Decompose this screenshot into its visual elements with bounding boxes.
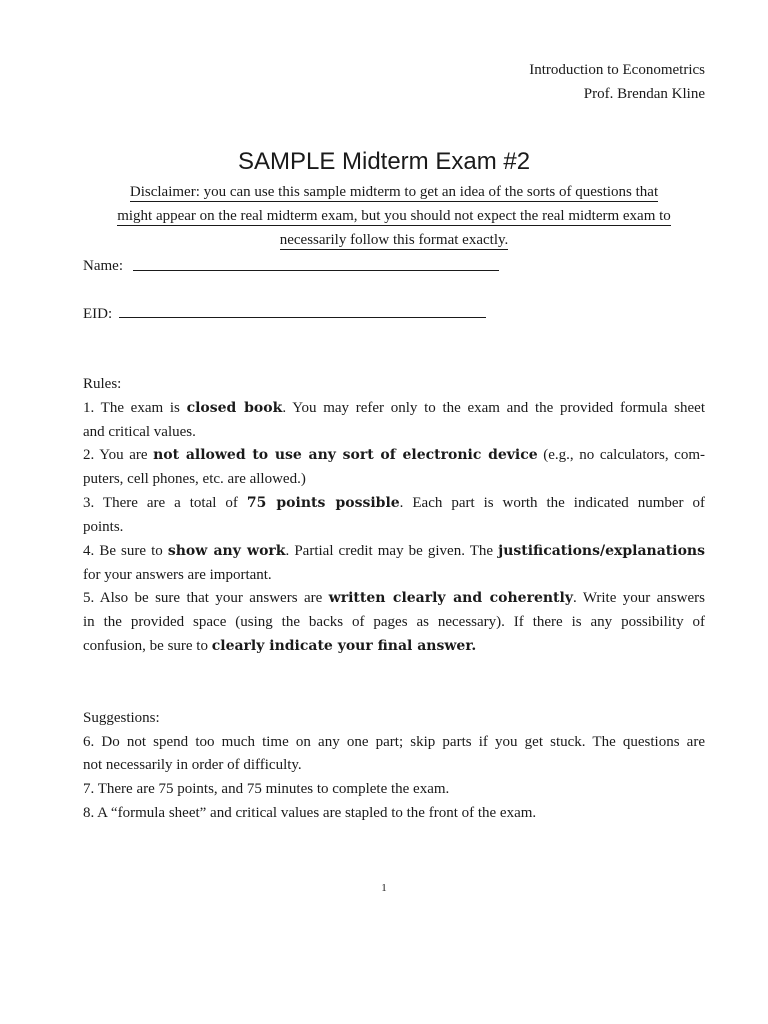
suggestion-7: 7. There are 75 points, and 75 minutes to complete the exam. xyxy=(83,781,450,797)
page-number: 1 xyxy=(381,882,387,894)
page-title: SAMPLE Midterm Exam #2 xyxy=(237,148,531,175)
rules-heading: Rules: xyxy=(83,376,122,392)
rule-3-line-1: 3. There are a total of 75 points possible. Each part is worth the indicated number of xyxy=(83,495,705,511)
disclaimer-line-3: necessarily follow this format exactly. xyxy=(279,232,509,248)
rule-3-emphasis: 75 points possible xyxy=(246,495,400,511)
rule-5-line-1: 5. Also be sure that your answers are written clearly and coherently. Write your answers xyxy=(83,590,705,606)
rule-4-emphasis-1: show any work xyxy=(167,543,286,559)
suggestions-heading: Suggestions: xyxy=(83,710,160,726)
suggestion-6-line-1: 6. Do not spend too much time on any one part; skip parts if you get stuck. The questions are xyxy=(83,734,705,750)
rule-4-line-1: 4. Be sure to show any work. Partial credit may be given. The justifications/explanations xyxy=(83,543,705,559)
disclaimer-line-1: Disclaimer: you can use this sample midterm to get an idea of the sorts of questions that xyxy=(129,184,659,200)
eid-field[interactable] xyxy=(119,317,486,318)
rule-5-line-3: confusion, be sure to clearly indicate your final answer. xyxy=(83,638,477,654)
rule-1-line-1: 1. The exam is closed book. You may refer only to the exam and the provided formula sheet xyxy=(83,400,705,416)
professor-name: Prof. Brendan Kline xyxy=(583,86,705,102)
rule-1-emphasis: closed book xyxy=(186,400,283,416)
rule-3-line-2: points. xyxy=(83,519,124,535)
rule-4-line-2: for your answers are important. xyxy=(83,567,272,583)
rule-5-emphasis-1: written clearly and coherently xyxy=(328,590,573,606)
eid-label: EID: xyxy=(83,306,113,322)
suggestion-8: 8. A “formula sheet” and critical values are stapled to the front of the exam. xyxy=(83,805,537,821)
rule-2-line-2: puters, cell phones, etc. are allowed.) xyxy=(83,471,306,487)
rule-1-line-2: and critical values. xyxy=(83,424,196,440)
suggestion-6-line-2: not necessarily in order of difficulty. xyxy=(83,757,302,773)
name-field[interactable] xyxy=(133,270,499,271)
rule-5-emphasis-2: clearly indicate your final answer. xyxy=(211,638,477,654)
rule-5-line-2: in the provided space (using the backs of pages as necessary). If there is any possibility of xyxy=(83,614,705,630)
rule-4-emphasis-2: justifications/explanations xyxy=(498,543,705,559)
name-label: Name: xyxy=(83,258,123,274)
disclaimer-line-2: might appear on the real midterm exam, but you should not expect the real midterm exam to xyxy=(117,208,671,224)
rule-2-emphasis: not allowed to use any sort of electronic device xyxy=(153,447,538,463)
course-title: Introduction to Econometrics xyxy=(529,62,705,78)
rule-2-line-1: 2. You are not allowed to use any sort of electronic device (e.g., no calculators, com- xyxy=(83,447,705,463)
